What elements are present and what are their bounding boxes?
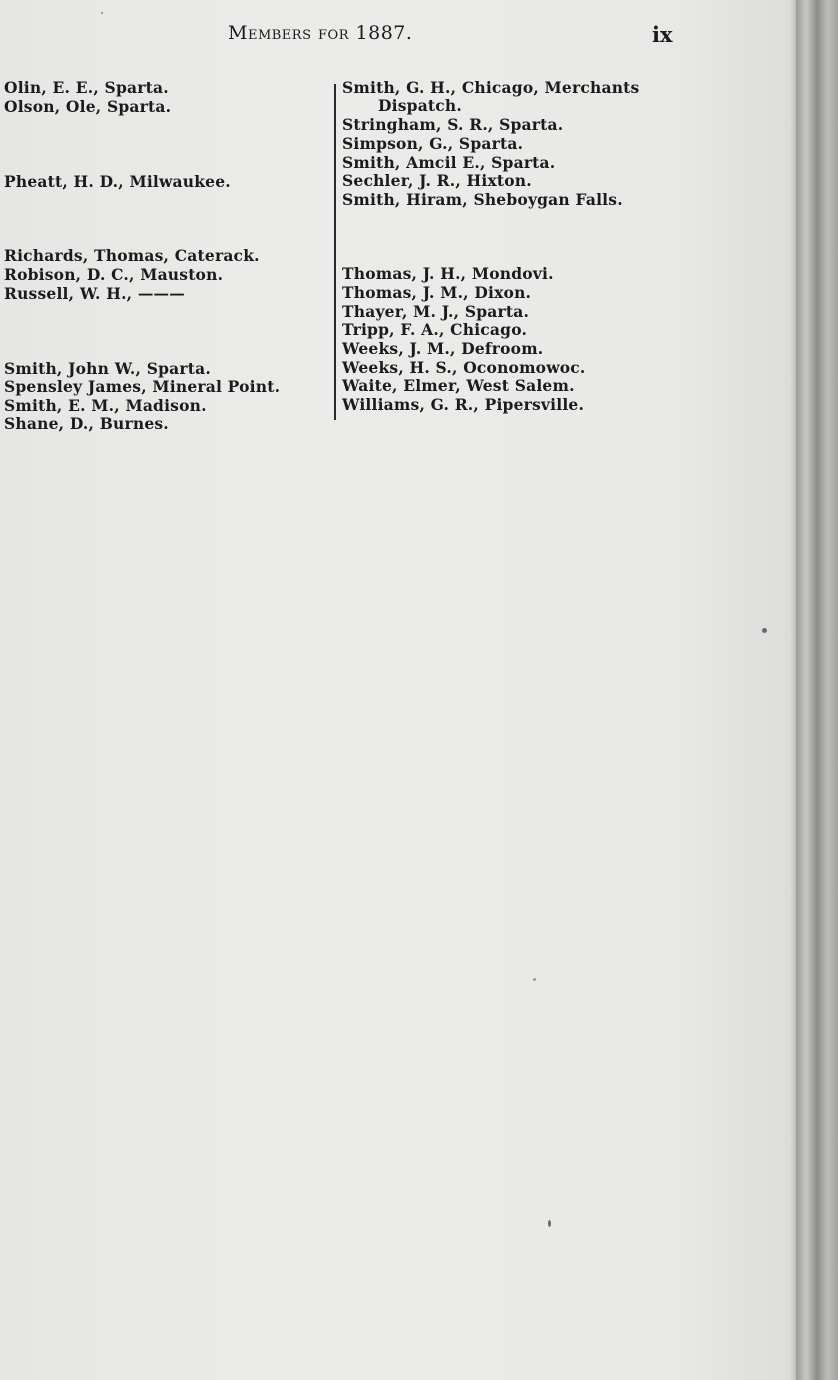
member-entry: Weeks, J. M., Defroom. <box>342 339 544 358</box>
paper-speck <box>762 628 767 633</box>
member-entry: Richards, Thomas, Caterack. <box>4 246 260 265</box>
member-entry: Olin, E. E., Sparta. <box>4 78 169 97</box>
member-entry: Smith, G. H., Chicago, Merchants <box>342 78 640 97</box>
member-entry-continuation: Dispatch. <box>378 96 462 115</box>
member-entry: Waite, Elmer, West Salem. <box>342 376 575 395</box>
paper-speck <box>533 978 536 981</box>
page-number: ix <box>652 22 673 47</box>
member-entry: Pheatt, H. D., Milwaukee. <box>4 172 231 191</box>
member-entry: Williams, G. R., Pipersville. <box>342 395 585 414</box>
book-spine-edge <box>796 0 838 1380</box>
member-entry: Russell, W. H., ——— <box>4 284 185 303</box>
column-divider <box>334 84 336 420</box>
paper-speck <box>548 1220 551 1227</box>
member-entry: Smith, Amcil E., Sparta. <box>342 153 556 172</box>
member-entry: Smith, Hiram, Sheboygan Falls. <box>342 190 623 209</box>
member-entry: Simpson, G., Sparta. <box>342 134 524 153</box>
member-entry: Sechler, J. R., Hixton. <box>342 171 532 190</box>
member-entry: Weeks, H. S., Oconomowoc. <box>342 358 586 377</box>
member-entry: Stringham, S. R., Sparta. <box>342 115 564 134</box>
paper-speck <box>101 12 103 14</box>
member-entry: Tripp, F. A., Chicago. <box>342 320 528 339</box>
member-entry: Thayer, M. J., Sparta. <box>342 302 530 321</box>
member-entry: Smith, John W., Sparta. <box>4 359 211 378</box>
member-entry: Thomas, J. H., Mondovi. <box>342 264 554 283</box>
member-entry: Robison, D. C., Mauston. <box>4 265 224 284</box>
member-entry: Thomas, J. M., Dixon. <box>342 283 532 302</box>
member-entry: Shane, D., Burnes. <box>4 414 169 433</box>
member-entry: Olson, Ole, Sparta. <box>4 97 172 116</box>
member-entry: Smith, E. M., Madison. <box>4 396 207 415</box>
member-entry: Spensley James, Mineral Point. <box>4 377 281 396</box>
running-header-title: Members for 1887. <box>228 22 413 44</box>
